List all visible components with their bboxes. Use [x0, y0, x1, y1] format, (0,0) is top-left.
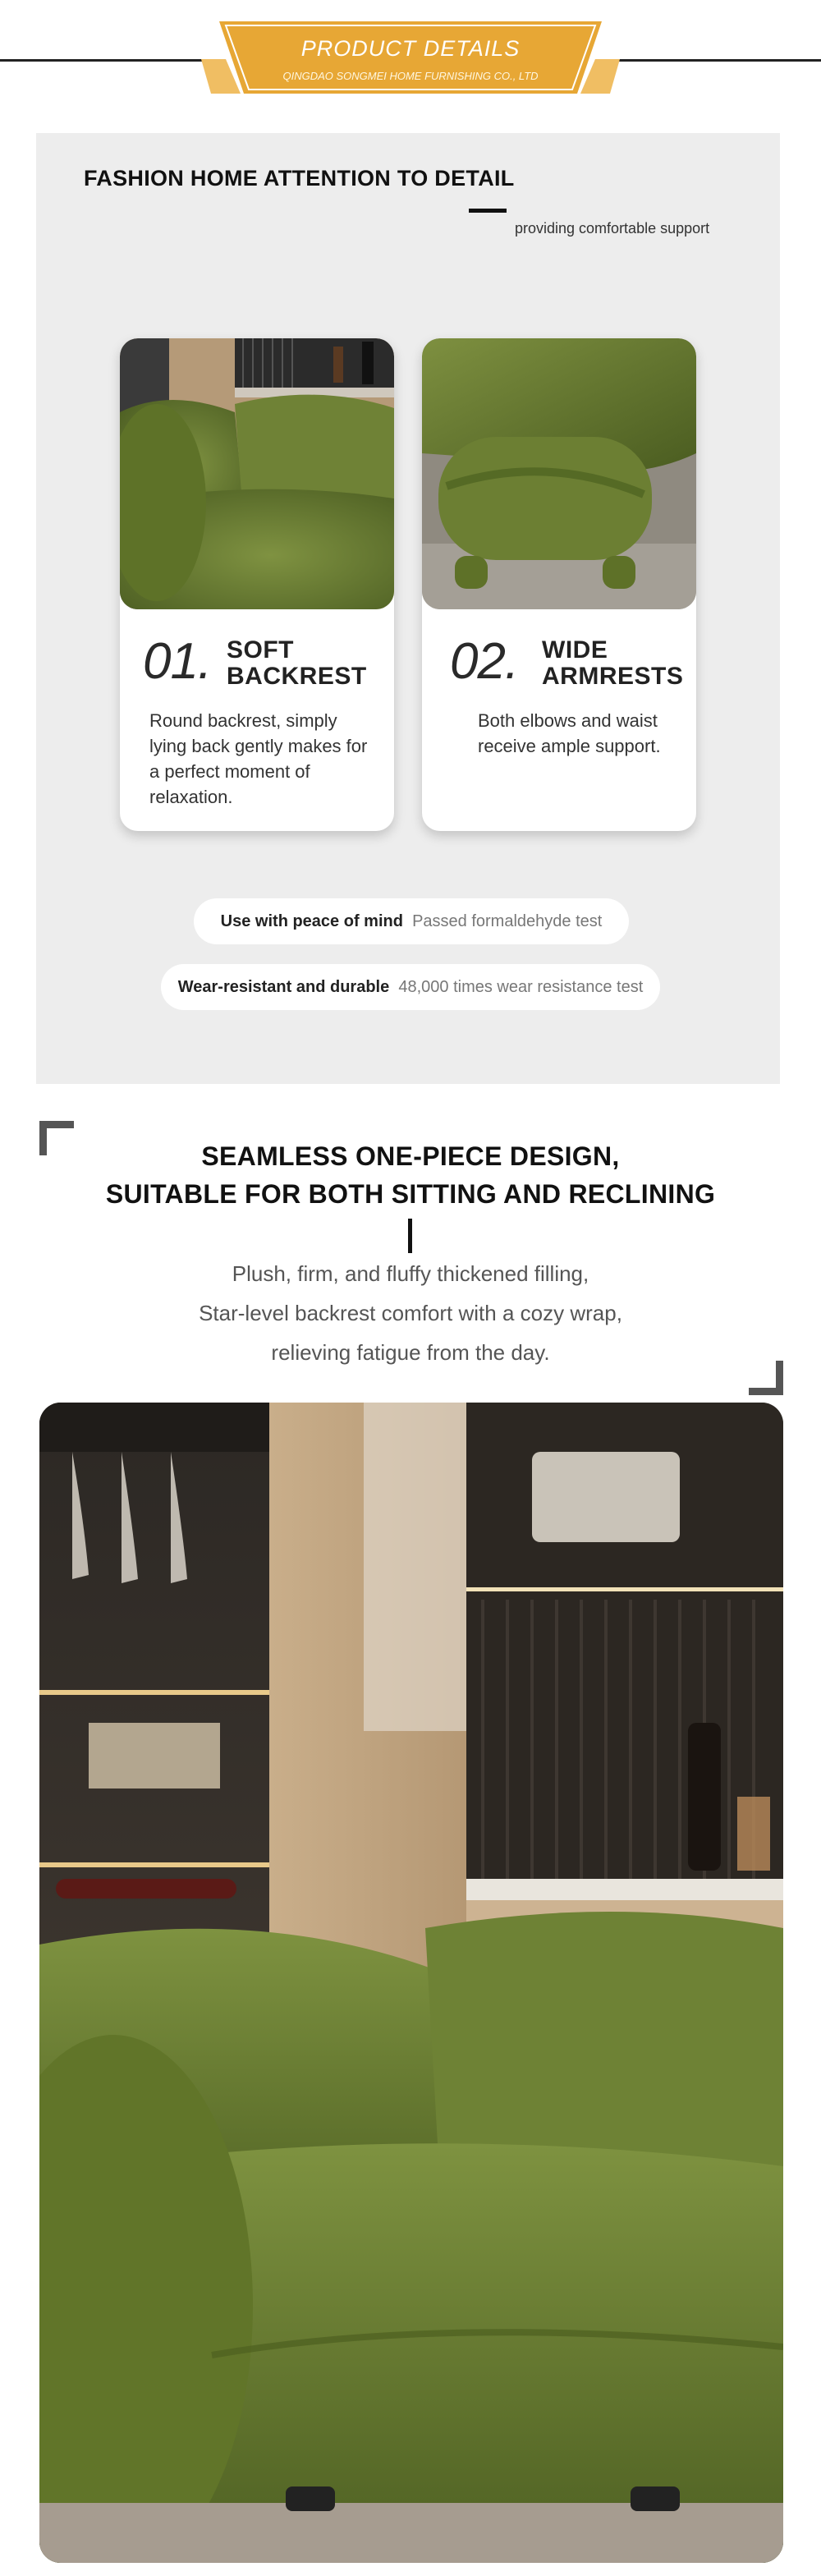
card-number: 02.	[450, 633, 519, 690]
backrest-photo	[120, 338, 394, 609]
corner-bracket-bottom-right-vertical	[776, 1361, 783, 1395]
card-headline	[227, 637, 366, 690]
card-photo-armrest	[422, 338, 696, 609]
card-headline-line2: ARMRESTS	[542, 663, 684, 690]
pill-light-text: 48,000 times wear resistance test	[398, 978, 644, 996]
banner-subtitle: QINGDAO SONGMEI HOME FURNISHING CO., LTD	[282, 70, 539, 82]
pill-bold-text: Use with peace of mind	[220, 912, 403, 930]
feature-pill-formaldehyde	[194, 898, 629, 944]
seamless-line-3: relieving fatigue from the day.	[271, 1340, 550, 1365]
card-photo-backrest	[120, 338, 394, 609]
pill-bold-text: Wear-resistant and durable	[177, 978, 390, 996]
panel-subtitle: providing comfortable support	[515, 220, 710, 236]
pill-light-text: Passed formaldehyde test	[412, 912, 603, 930]
product-details-banner	[201, 18, 620, 95]
banner-left-line	[0, 59, 222, 62]
hero-sofa-image	[39, 1403, 783, 2563]
banner-right-line	[599, 59, 821, 62]
card-headline-line1: SOFT	[227, 636, 294, 664]
panel-dash	[469, 209, 507, 213]
card-headline-line2: BACKREST	[227, 663, 367, 690]
card-headline	[542, 636, 684, 690]
feature-card-soft-backrest	[120, 338, 394, 831]
banner-title: PRODUCT DETAILS	[300, 36, 521, 61]
seamless-line-1: Plush, firm, and fluffy thickened filling,	[232, 1261, 589, 1286]
seamless-divider	[408, 1219, 412, 1253]
panel-title: FASHION HOME ATTENTION TO DETAIL	[84, 166, 515, 191]
seamless-title-line2: SUITABLE FOR BOTH SITTING AND RECLINING	[105, 1179, 716, 1209]
card-description: Both elbows and waist receive ample support.	[478, 710, 661, 756]
feature-card-wide-armrests	[422, 338, 696, 831]
card-description: Round backrest, simply lying back gently makes for a perfect moment of relaxation.	[149, 710, 368, 807]
card-number: 01.	[143, 633, 212, 690]
seamless-title-line1: SEAMLESS ONE-PIECE DESIGN,	[201, 1141, 620, 1171]
card-headline-line1: WIDE	[542, 636, 608, 664]
detail-panel	[36, 133, 780, 1084]
sofa-scene	[39, 1403, 783, 2563]
armrest-photo	[422, 338, 696, 609]
feature-pill-wear-resistant	[161, 964, 660, 1010]
seamless-line-2: Star-level backrest comfort with a cozy wrap,	[199, 1301, 622, 1325]
